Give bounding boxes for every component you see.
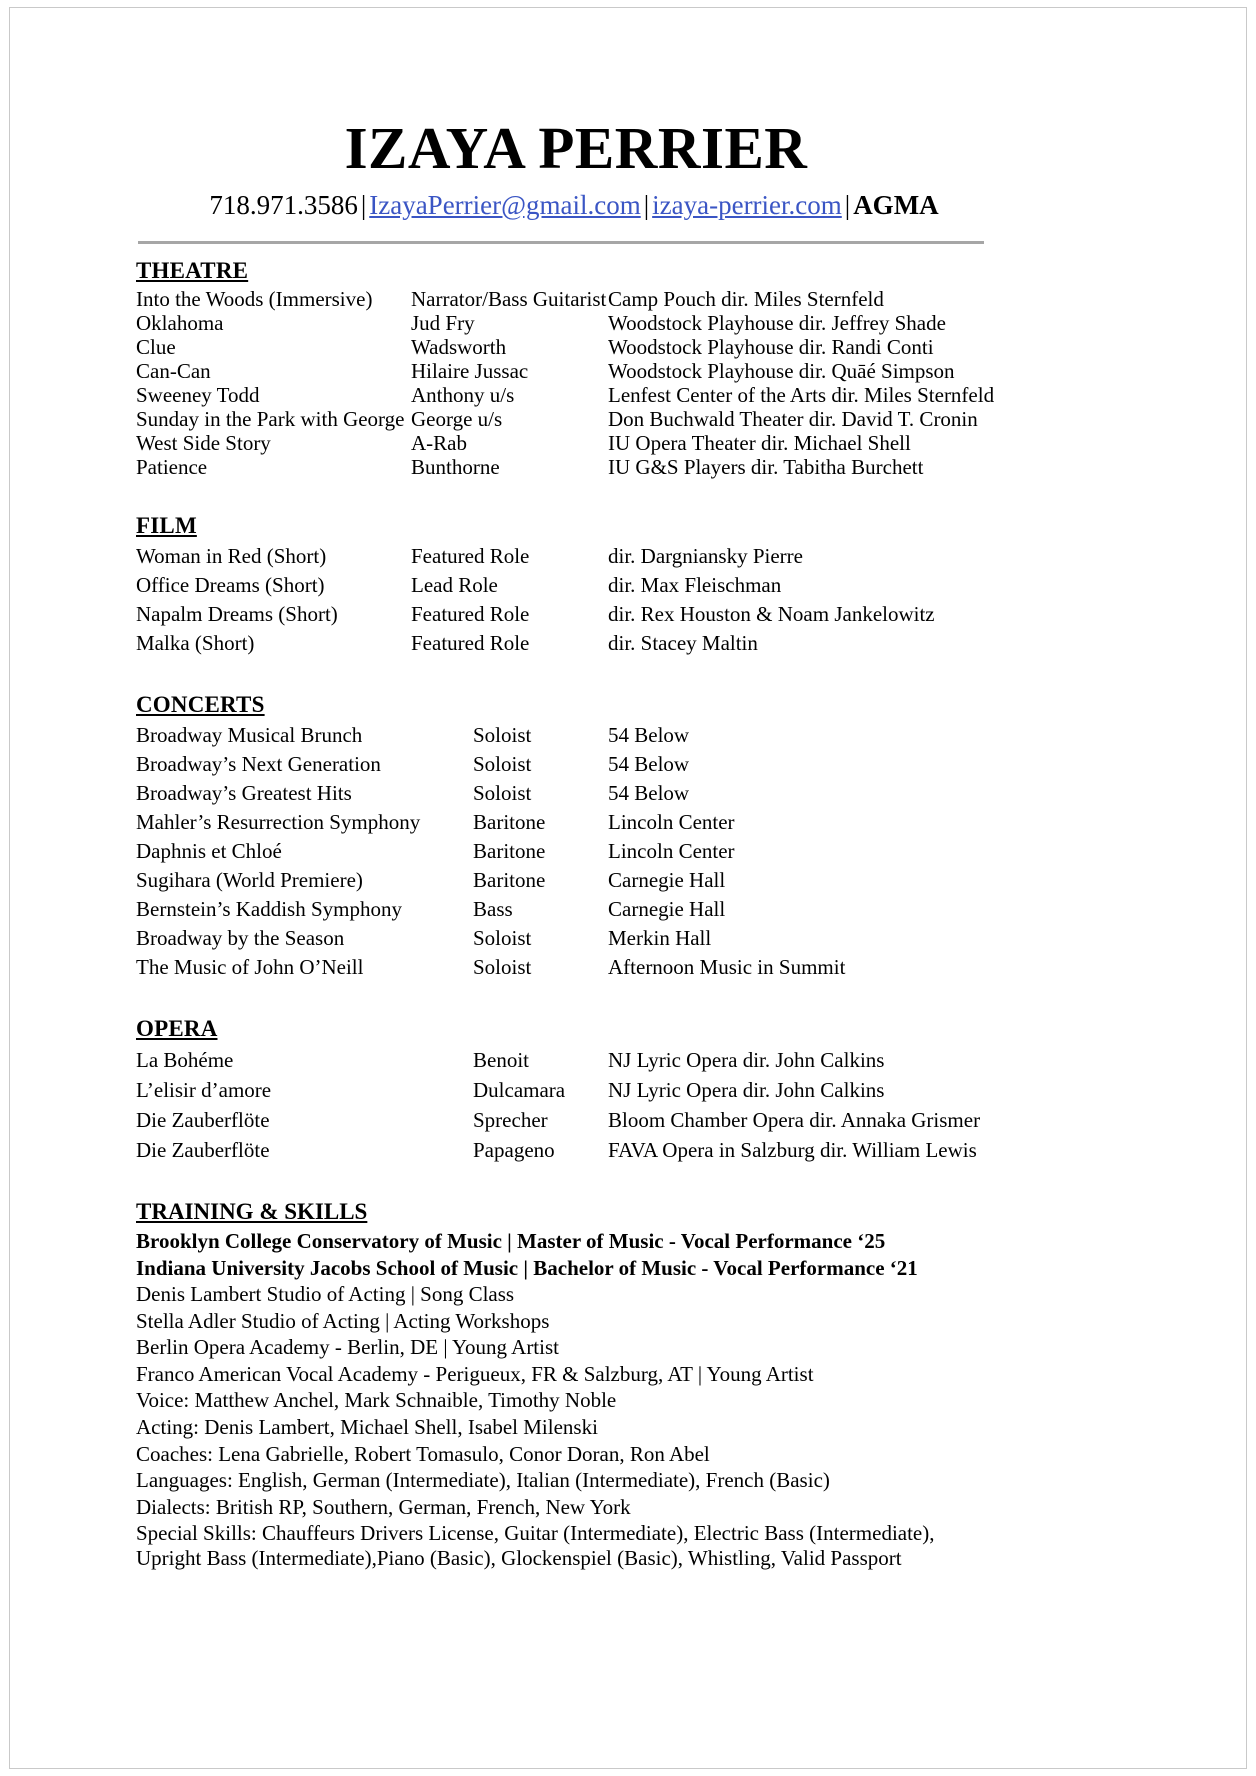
table-row (136, 1045, 1000, 1075)
page-title: IZAYA PERRIER (344, 115, 808, 181)
credit-title: Office Dreams (Short) (136, 573, 325, 598)
credits-sections (130, 258, 1000, 1195)
table-row (136, 1105, 1000, 1135)
table-row (136, 571, 1000, 600)
table-row (136, 600, 1000, 629)
credit-role: Bunthorne (411, 454, 500, 479)
credit-venue: 54 Below (608, 752, 690, 777)
credit-role: Anthony u/s (411, 382, 515, 407)
section-spacer (130, 1165, 1000, 1195)
credit-title: Sweeney Todd (136, 382, 260, 407)
section-spacer (130, 982, 1000, 1012)
credit-venue: Lenfest Center of the Arts dir. Miles Sternfeld (608, 382, 995, 407)
training-line: Brooklyn College Conservatory of Music | Master of Music - Vocal Performance ‘25 (136, 1229, 886, 1254)
credit-venue: Woodstock Playhouse dir. Randi Conti (608, 334, 934, 359)
section-theatre (130, 258, 1000, 509)
credit-role: Baritone (473, 839, 546, 864)
credit-role: Soloist (473, 723, 532, 748)
credit-title: Daphnis et Chloé (136, 839, 282, 864)
table-row (136, 629, 1000, 658)
separator-1: | (360, 189, 367, 220)
training-line: Indiana University Jacobs School of Music | Bachelor of Music - Vocal Performance ‘21 (136, 1255, 918, 1280)
credit-title: La Bohéme (136, 1047, 234, 1072)
credit-venue: 54 Below (608, 781, 690, 806)
section-concerts (130, 692, 1000, 1012)
credit-venue: NJ Lyric Opera dir. John Calkins (608, 1047, 885, 1072)
credit-role: A-Rab (411, 430, 467, 455)
credit-role: Narrator/Bass Guitarist (411, 286, 607, 311)
credit-title: Can-Can (136, 358, 211, 383)
credit-role: Dulcamara (473, 1077, 566, 1102)
section-title-opera: OPERA (136, 1016, 218, 1042)
training-line: Denis Lambert Studio of Acting | Song Class (136, 1282, 515, 1307)
credit-rows-concerts (136, 721, 1000, 982)
credit-venue: dir. Max Fleischman (608, 573, 782, 598)
credit-title: Broadway Musical Brunch (136, 723, 363, 748)
credit-venue: FAVA Opera in Salzburg dir. William Lewis (608, 1137, 977, 1162)
section-title-training: TRAINING & SKILLS (136, 1199, 368, 1225)
credit-venue: Woodstock Playhouse dir. Jeffrey Shade (608, 310, 946, 335)
credit-venue: Merkin Hall (608, 926, 712, 951)
credit-title: Oklahoma (136, 310, 224, 335)
credit-title: Die Zauberflöte (136, 1137, 270, 1162)
credit-venue: dir. Stacey Maltin (608, 631, 758, 656)
credit-rows-opera (136, 1045, 1000, 1165)
table-row (136, 837, 1000, 866)
training-line: Acting: Denis Lambert, Michael Shell, Isabel Milenski (136, 1414, 598, 1439)
credit-venue: Bloom Chamber Opera dir. Annaka Grismer (608, 1107, 981, 1132)
credit-role: George u/s (411, 406, 503, 431)
table-row (136, 721, 1000, 750)
section-film (130, 513, 1000, 688)
separator-3: | (844, 189, 851, 220)
table-row (136, 866, 1000, 895)
credit-role: Jud Fry (411, 310, 475, 335)
credit-venue: Carnegie Hall (608, 897, 726, 922)
credit-venue: IU Opera Theater dir. Michael Shell (608, 430, 911, 455)
credit-title: Napalm Dreams (Short) (136, 602, 338, 627)
training-lines (136, 1228, 1000, 1571)
table-row (136, 1075, 1000, 1105)
credit-role: Soloist (473, 752, 532, 777)
table-row (136, 287, 1000, 311)
table-row (136, 1135, 1000, 1165)
credit-role: Featured Role (411, 602, 530, 627)
credit-venue: NJ Lyric Opera dir. John Calkins (608, 1077, 885, 1102)
section-title-film: FILM (136, 513, 197, 539)
credit-title: Broadway by the Season (136, 926, 345, 951)
credit-title: Sunday in the Park with George (136, 406, 405, 431)
credit-role: Soloist (473, 781, 532, 806)
table-row (136, 542, 1000, 571)
credit-role: Featured Role (411, 544, 530, 569)
credit-role: Wadsworth (411, 334, 507, 359)
credit-title: Clue (136, 334, 176, 359)
credit-title: Malka (Short) (136, 631, 255, 656)
section-spacer (130, 479, 1000, 509)
credit-role: Sprecher (473, 1107, 548, 1132)
table-row (136, 924, 1000, 953)
table-row (136, 750, 1000, 779)
training-line: Franco American Vocal Academy - Perigueux, FR & Salzburg, AT | Young Artist (136, 1361, 814, 1386)
table-row (136, 359, 1000, 383)
table-row (136, 383, 1000, 407)
contact-line (130, 188, 1000, 223)
training-line: Berlin Opera Academy - Berlin, DE | Young Artist (136, 1335, 559, 1360)
training-section (130, 1199, 1000, 1571)
credit-title: Broadway’s Greatest Hits (136, 781, 352, 806)
table-row (136, 953, 1000, 982)
credit-role: Bass (473, 897, 513, 922)
website-link[interactable]: izaya-perrier.com (652, 189, 842, 220)
table-row (136, 431, 1000, 455)
union-affiliation: AGMA (853, 189, 939, 220)
credit-role: Featured Role (411, 631, 530, 656)
credit-venue: Afternoon Music in Summit (608, 955, 846, 980)
credit-title: Patience (136, 454, 208, 479)
table-row (136, 895, 1000, 924)
credit-venue: Camp Pouch dir. Miles Sternfeld (608, 286, 884, 311)
credit-role: Soloist (473, 926, 532, 951)
table-row (136, 335, 1000, 359)
table-row (136, 779, 1000, 808)
training-line: Stella Adler Studio of Acting | Acting Workshops (136, 1308, 550, 1333)
section-title-theatre: THEATRE (136, 258, 249, 284)
credit-role: Soloist (473, 955, 532, 980)
training-line: Languages: English, German (Intermediate), Italian (Intermediate), French (Basic) (136, 1468, 830, 1493)
credit-role: Papageno (473, 1137, 555, 1162)
credit-venue: Lincoln Center (608, 839, 735, 864)
credit-venue: 54 Below (608, 723, 690, 748)
credit-title: L’elisir d’amore (136, 1077, 272, 1102)
credit-venue: Don Buchwald Theater dir. David T. Cronin (608, 406, 978, 431)
credit-title: Broadway’s Next Generation (136, 752, 381, 777)
credit-venue: dir. Dargniansky Pierre (608, 544, 803, 569)
training-line: Voice: Matthew Anchel, Mark Schnaible, Timothy Noble (136, 1388, 617, 1413)
credit-venue: Carnegie Hall (608, 868, 726, 893)
credit-title: Woman in Red (Short) (136, 544, 327, 569)
section-opera (130, 1016, 1000, 1195)
email-link[interactable]: IzayaPerrier@gmail.com (369, 189, 641, 220)
credit-role: Benoit (473, 1047, 529, 1072)
credit-title: The Music of John O’Neill (136, 955, 364, 980)
credit-venue: IU G&S Players dir. Tabitha Burchett (608, 454, 924, 479)
credit-title: Die Zauberflöte (136, 1107, 270, 1132)
section-spacer (130, 658, 1000, 688)
credit-title: Bernstein’s Kaddish Symphony (136, 897, 402, 922)
document-sheet (10, 8, 1246, 1768)
table-row (136, 455, 1000, 479)
table-row (136, 407, 1000, 431)
section-title-concerts: CONCERTS (136, 692, 265, 718)
header-divider (138, 241, 984, 244)
credit-rows-film (136, 542, 1000, 658)
training-line: Coaches: Lena Gabrielle, Robert Tomasulo, Conor Doran, Ron Abel (136, 1441, 710, 1466)
separator-2: | (643, 189, 650, 220)
credit-venue: Lincoln Center (608, 810, 735, 835)
table-row (136, 808, 1000, 837)
credit-title: Into the Woods (Immersive) (136, 286, 373, 311)
credit-rows-theatre (136, 287, 1000, 479)
credit-role: Baritone (473, 868, 546, 893)
resume-content (130, 115, 1000, 1575)
credit-venue: Woodstock Playhouse dir. Quāé Simpson (608, 358, 955, 383)
credit-role: Lead Role (411, 573, 498, 598)
credit-role: Hilaire Jussac (411, 358, 529, 383)
credit-title: Sugihara (World Premiere) (136, 868, 363, 893)
training-line: Special Skills: Chauffeurs Drivers License, Guitar (Intermediate), Electric Bass (Intermediate), Upright Bass (Intermediate),Piano (Basic), Glockenspiel (Basic), Whistling, Valid Passport (136, 1521, 935, 1570)
credit-title: West Side Story (136, 430, 271, 455)
credit-role: Baritone (473, 810, 546, 835)
phone-number: 718.971.3586 (209, 189, 358, 220)
table-row (136, 311, 1000, 335)
credit-venue: dir. Rex Houston & Noam Jankelowitz (608, 602, 935, 627)
training-line: Dialects: British RP, Southern, German, French, New York (136, 1494, 631, 1519)
credit-title: Mahler’s Resurrection Symphony (136, 810, 421, 835)
